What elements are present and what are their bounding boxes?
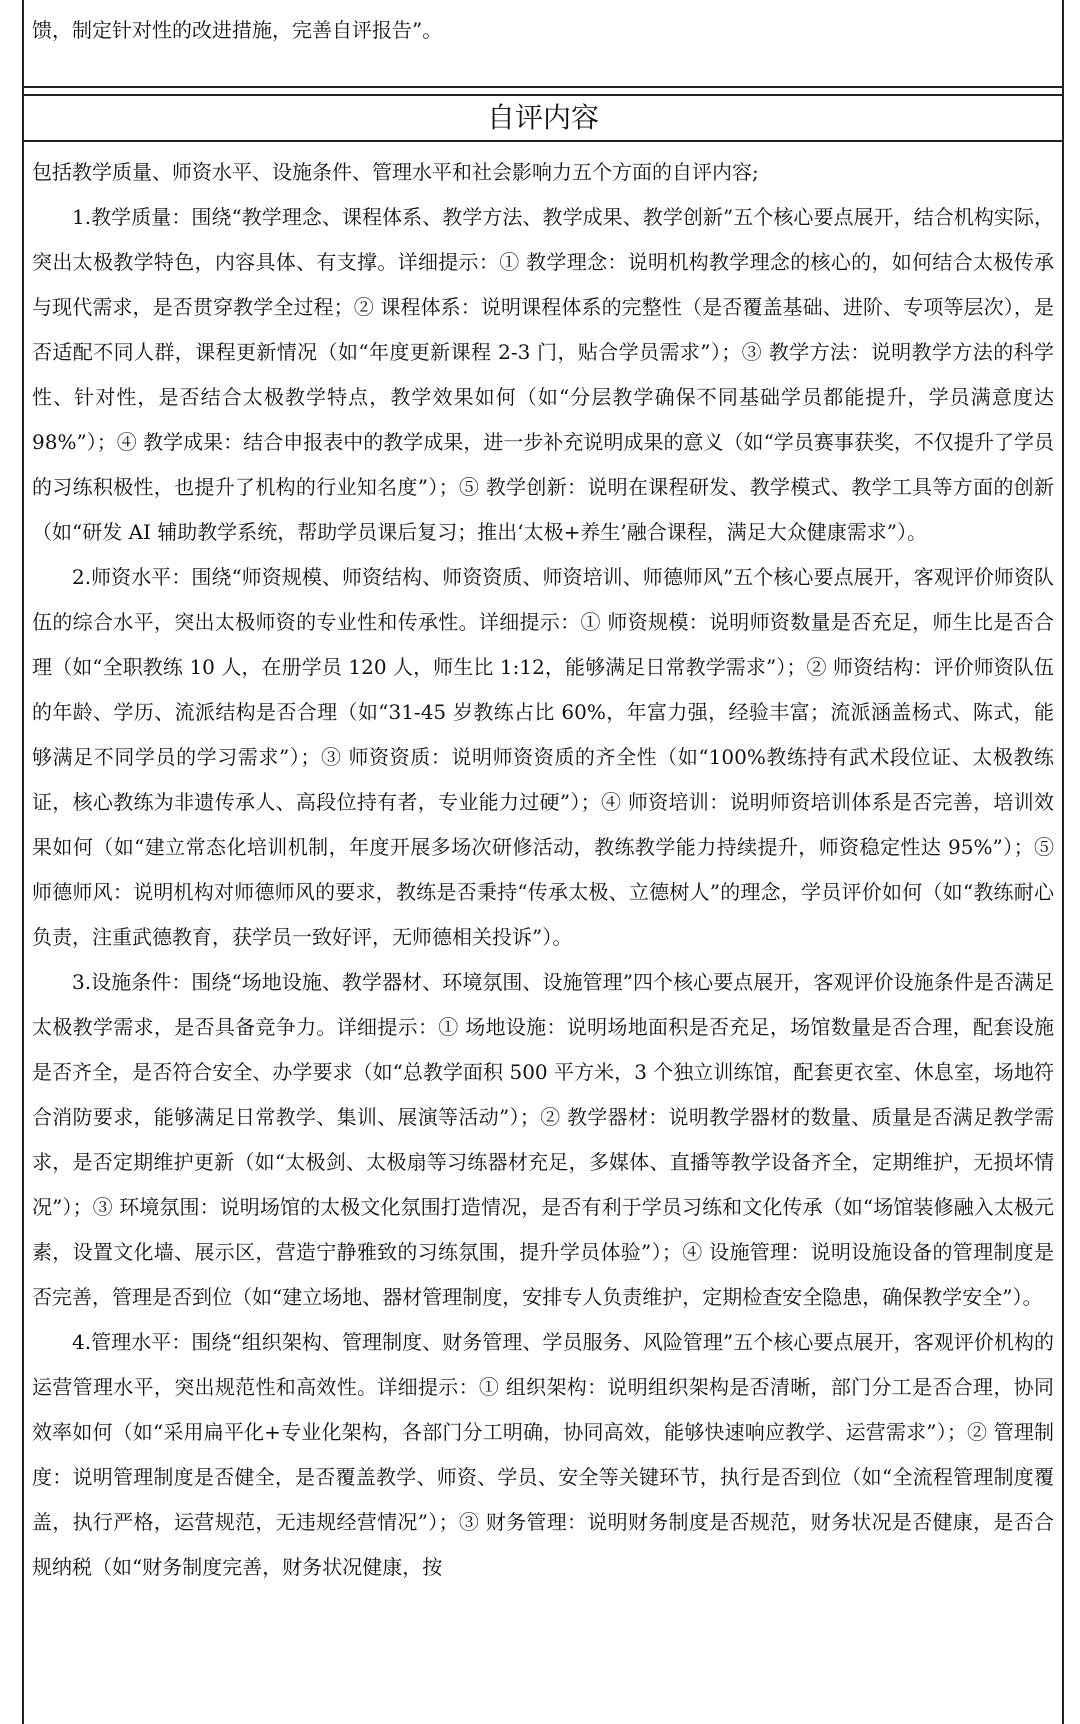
paragraph-facilities: 3.设施条件：围绕“场地设施、教学器材、环境氛围、设施管理”四个核心要点展开，客观评价设施条件是否满足太极教学需求，是否具备竞争力。详细提示：① 场地设施：说明场地面积是否充足，场馆数量是否合理，配套设施是否齐全，是否符合安全、办学要求（如“总教学面积 500 平方米，3 个独立训练馆，配套更衣室、休息室，场地符合消防要求，能够满足日常教学、集训、展演等活动”）；② 教学器材：说明教学器材的数量、质量是否满足教学需求，是否定期维护更新（如“太极剑、太极扇等习练器材充足，多媒体、直播等教学设备齐全，定期维护，无损坏情况”）；③ 环境氛围：说明场馆的太极文化氛围打造情况，是否有利于学员习练和文化传承（如“场馆装修融入太极元素，设置文化墙、展示区，营造宁静雅致的习练氛围，提升学员体验”）；④ 设施管理：说明设施设备的管理制度是否完善，管理是否到位（如“建立场地、器材管理制度，安排专人负责维护，定期检查安全隐患，确保教学安全”）。 xyxy=(32,970,1054,1309)
summary-paragraph: 包括教学质量、师资水平、设施条件、管理水平和社会影响力五个方面的自评内容; xyxy=(32,160,759,184)
section-content xyxy=(24,142,1062,1590)
document-page xyxy=(22,0,1064,1724)
paragraph-management: 4.管理水平：围绕“组织架构、管理制度、财务管理、学员服务、风险管理”五个核心要点展开，客观评价机构的运营管理水平，突出规范性和高效性。详细提示：① 组织架构：说明组织架构是否清晰，部门分工是否合理，协同效率如何（如“采用扁平化+专业化架构，各部门分工明确，协同高效，能够快速响应教学、运营需求”）；② 管理制度：说明管理制度是否健全，是否覆盖教学、师资、学员、安全等关键环节，执行是否到位（如“全流程管理制度覆盖，执行严格，运营规范，无违规经营情况”）；③ 财务管理：说明财务制度是否规范，财务状况是否健康，是否合规纳税（如“财务制度完善，财务状况健康，按 xyxy=(32,1330,1054,1579)
section-title: 自评内容 xyxy=(24,96,1062,142)
intro-cell xyxy=(24,0,1062,88)
table-spacer-row xyxy=(24,88,1062,96)
paragraph-teaching-quality: 1.教学质量：围绕“教学理念、课程体系、教学方法、教学成果、教学创新”五个核心要点展开，结合机构实际，突出太极教学特色，内容具体、有支撑。详细提示：① 教学理念：说明机构教学理念的核心的，如何结合太极传承与现代需求，是否贯穿教学全过程；② 课程体系：说明课程体系的完整性（是否覆盖基础、进阶、专项等层次），是否适配不同人群，课程更新情况（如“年度更新课程 2-3 门，贴合学员需求”）；③ 教学方法：说明教学方法的科学性、针对性，是否结合太极教学特点，教学效果如何（如“分层教学确保不同基础学员都能提升，学员满意度达 98%”）；④ 教学成果：结合申报表中的教学成果，进一步补充说明成果的意义（如“学员赛事获奖，不仅提升了学员的习练积极性，也提升了机构的行业知名度”）；⑤ 教学创新：说明在课程研发、教学模式、教学工具等方面的创新（如“研发 AI 辅助教学系统，帮助学员课后复习；推出‘太极+养生’融合课程，满足大众健康需求”）。 xyxy=(32,205,1054,544)
paragraph-faculty: 2.师资水平：围绕“师资规模、师资结构、师资资质、师资培训、师德师风”五个核心要点展开，客观评价师资队伍的综合水平，突出太极师资的专业性和传承性。详细提示：① 师资规模：说明师资数量是否充足，师生比是否合理（如“全职教练 10 人，在册学员 120 人，师生比 1:12，能够满足日常教学需求”）；② 师资结构：评价师资队伍的年龄、学历、流派结构是否合理（如“31-45 岁教练占比 60%，年富力强，经验丰富；流派涵盖杨式、陈式，能够满足不同学员的学习需求”）；③ 师资资质：说明师资资质的齐全性（如“100%教练持有武术段位证、太极教练证，核心教练为非遗传承人、高段位持有者，专业能力过硬”）；④ 师资培训：说明师资培训体系是否完善，培训效果如何（如“建立常态化培训机制，年度开展多场次研修活动，教练教学能力持续提升，师资稳定性达 95%”）；⑤ 师德师风：说明机构对师德师风的要求，教练是否秉持“传承太极、立德树人”的理念，学员评价如何（如“教练耐心负责，注重武德教育，获学员一致好评，无师德相关投诉”）。 xyxy=(32,565,1054,949)
intro-text: 馈，制定针对性的改进措施，完善自评报告”。 xyxy=(32,18,443,42)
